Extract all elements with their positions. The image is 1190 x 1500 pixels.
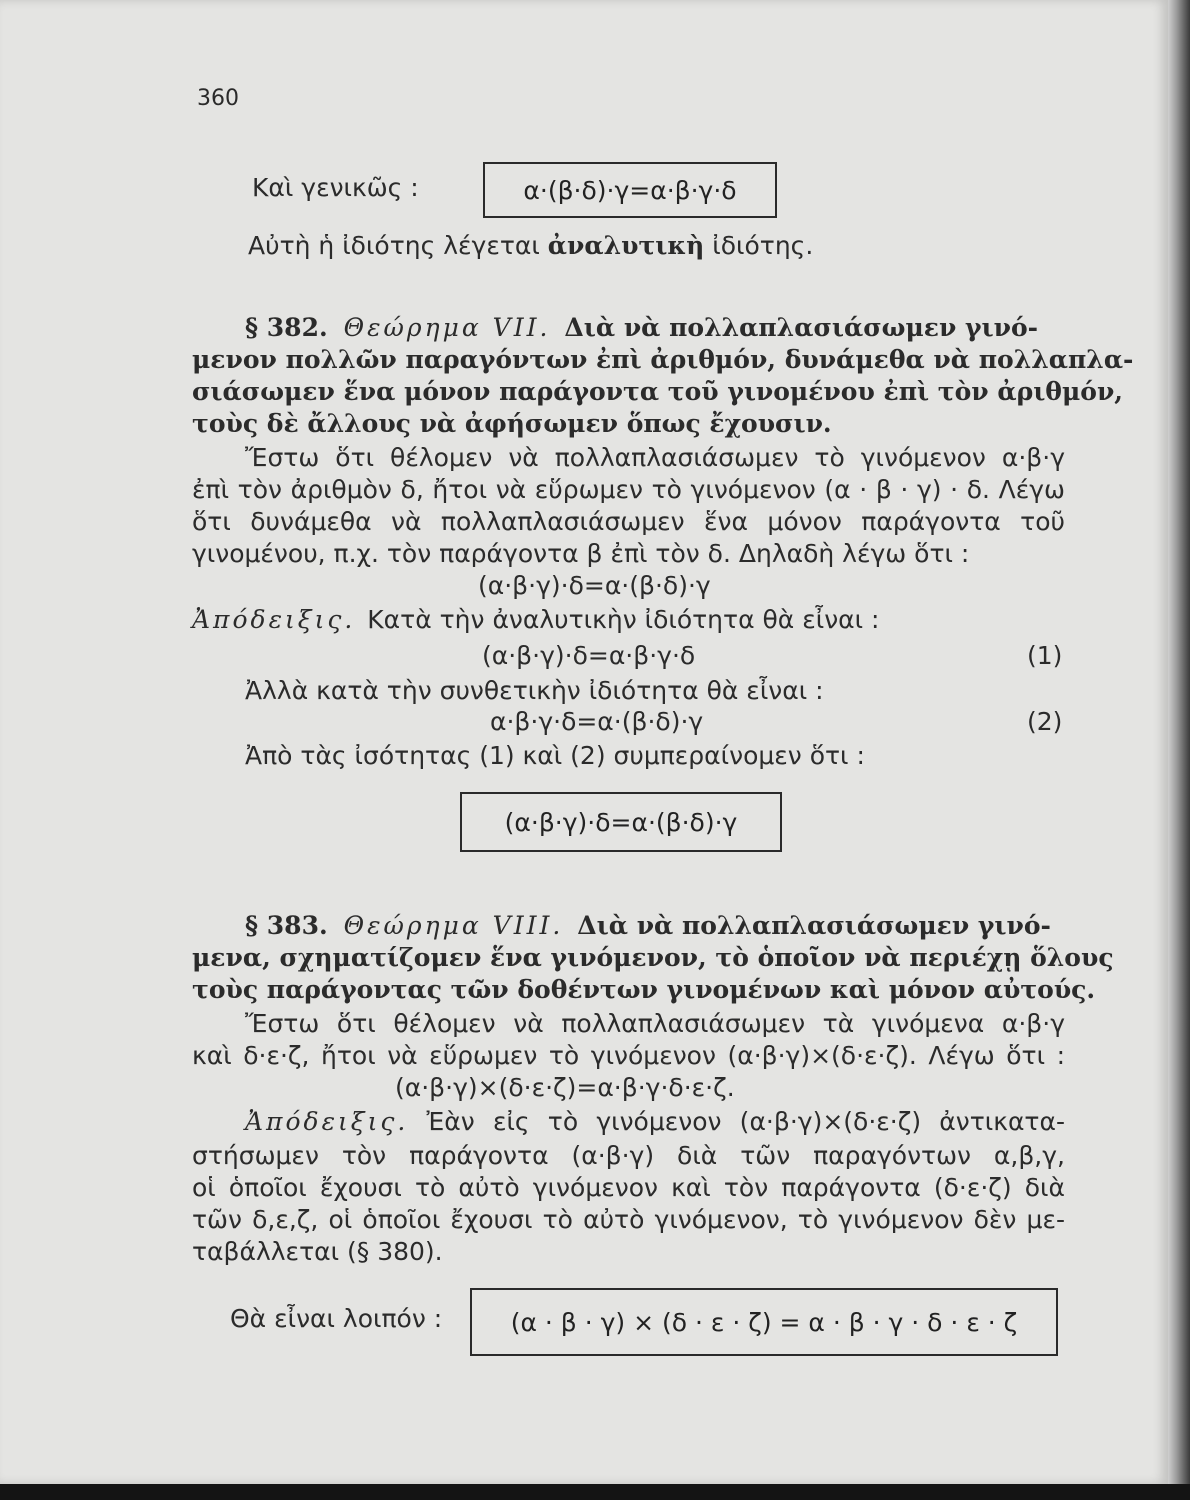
s383-statement-line-2: μενα, σχηματίζομεν ἕνα γινόμενον, τὸ ὁποῖον νὰ περιέχῃ ὅλους: [192, 943, 1114, 972]
general-label: Καὶ γενικῶς :: [252, 173, 419, 202]
s382-result-box: [460, 792, 782, 852]
s383-proof-line-1: [245, 1106, 1065, 1138]
s383-proof-line-4: τῶν δ,ε,ζ, οἱ ὁποῖοι ἔχουσι τὸ αὐτὸ γινόμενον, τὸ γινόμενον δὲν με-: [192, 1205, 1065, 1234]
s383-body-line-1: Ἔστω ὅτι θέλομεν νὰ πολλαπλασιάσωμεν τὰ γινόμενα α·β·γ: [245, 1009, 1065, 1038]
s382-equation-2: α·β·γ·δ=α·(β·δ)·γ: [490, 707, 704, 736]
s382-number: § 382.: [245, 313, 328, 342]
general-formula: α·(β·δ)·γ=α·β·γ·δ: [523, 175, 737, 205]
s382-body-line-3: ὅτι δυνάμεθα νὰ πολλαπλασιάσωμεν ἕνα μόνον παράγοντα τοῦ: [192, 507, 1065, 536]
s382-proof-line: [192, 604, 879, 636]
property-note-text: Αὐτὴ ἡ ἰδιότης λέγεται: [248, 231, 548, 260]
final-label: Θὰ εἶναι λοιπόν :: [230, 1304, 443, 1333]
s382-statement-line-4: τοὺς δὲ ἄλλους νὰ ἀφήσωμεν ὅπως ἔχουσιν.: [192, 409, 832, 438]
property-note-bold: ἀναλυτικὴ: [547, 231, 705, 260]
s382-equation-1-number: (1): [1027, 641, 1063, 670]
s382-equation-1: (α·β·γ)·δ=α·β·γ·δ: [482, 641, 696, 670]
general-formula-box: [483, 162, 777, 218]
book-edge: [1168, 0, 1190, 1500]
bottom-edge: [0, 1484, 1190, 1500]
s382-claim: (α·β·γ)·δ=α·(β·δ)·γ: [478, 571, 711, 600]
s382-statement-line-3: σιάσωμεν ἕνα μόνον παράγοντα τοῦ γινομένου ἐπὶ τὸν ἀριθμόν,: [192, 377, 1124, 406]
s382-equation-2-number: (2): [1027, 707, 1063, 736]
s382-theorem: Θεώρημα VII.: [343, 313, 551, 342]
s382-statement-line-1: Διὰ νὰ πολλαπλασιάσωμεν γινό-: [564, 313, 1038, 342]
s382-body-line-4: γινομένου, π.χ. τὸν παράγοντα β ἐπὶ τὸν δ. Δηλαδὴ λέγω ὅτι :: [192, 539, 970, 568]
s383-proof-line-3: οἱ ὁποῖοι ἔχουσι τὸ αὐτὸ γινόμενον καὶ τὸν παράγοντα (δ·ε·ζ) διὰ: [192, 1173, 1065, 1202]
s382-line-2: Ἀλλὰ κατὰ τὴν συνθετικὴν ἰδιότητα θὰ εἶναι :: [245, 676, 824, 705]
property-note-end: ἰδιότης.: [704, 231, 814, 260]
s383-statement-line-1: Διὰ νὰ πολλαπλασιάσωμεν γινό-: [577, 911, 1051, 940]
final-formula-box: [470, 1288, 1058, 1356]
s382-statement-line-2: μενον πολλῶν παραγόντων ἐπὶ ἀριθμόν, δυνάμεθα νὰ πολλαπλα-: [192, 345, 1134, 374]
s382-body-line-2: ἐπὶ τὸν ἀριθμὸν δ, ἤτοι νὰ εὕρωμεν τὸ γινόμενον (α · β · γ) · δ. Λέγω: [192, 475, 1065, 504]
page-number: 360: [197, 86, 239, 111]
s382-body-line-1: Ἔστω ὅτι θέλομεν νὰ πολλαπλασιάσωμεν τὸ γινόμενον α·β·γ: [245, 443, 1065, 472]
s383-statement-line-3: τοὺς παράγοντας τῶν δοθέντων γινομένων καὶ μόνον αὐτούς.: [192, 975, 1096, 1004]
s382-heading: [245, 312, 1065, 344]
s383-number: § 383.: [245, 911, 328, 940]
final-formula: (α · β · γ) × (δ · ε · ζ) = α · β · γ · δ · ε · ζ: [510, 1307, 1018, 1337]
s383-proof-line-2: στήσωμεν τὸν παράγοντα (α·β·γ) διὰ τῶν παραγόντων α,β,γ,: [192, 1141, 1065, 1170]
property-note: [248, 230, 813, 262]
s382-proof-text: Κατὰ τὴν ἀναλυτικὴν ἰδιότητα θὰ εἶναι :: [367, 605, 880, 634]
s383-claim: (α·β·γ)×(δ·ε·ζ)=α·β·γ·δ·ε·ζ.: [395, 1073, 735, 1102]
s383-heading: [245, 910, 1065, 942]
s383-body-line-2: καὶ δ·ε·ζ, ἤτοι νὰ εὕρωμεν τὸ γινόμενον (α·β·γ)×(δ·ε·ζ). Λέγω ὅτι :: [192, 1041, 1065, 1070]
s382-result: (α·β·γ)·δ=α·(β·δ)·γ: [504, 807, 738, 837]
s383-proof-label: Ἀπόδειξις.: [245, 1107, 409, 1136]
s383-proof-text-1: Ἐὰν εἰς τὸ γινόμενον (α·β·γ)×(δ·ε·ζ) ἀντικατα-: [426, 1107, 1065, 1136]
s382-line-3: Ἀπὸ τὰς ἰσότητας (1) καὶ (2) συμπεραίνομεν ὅτι :: [245, 741, 865, 770]
s383-proof-line-5: ταβάλλεται (§ 380).: [192, 1237, 443, 1266]
s382-proof-label: Ἀπόδειξις.: [192, 605, 356, 634]
s383-theorem: Θεώρημα VIII.: [343, 911, 564, 940]
